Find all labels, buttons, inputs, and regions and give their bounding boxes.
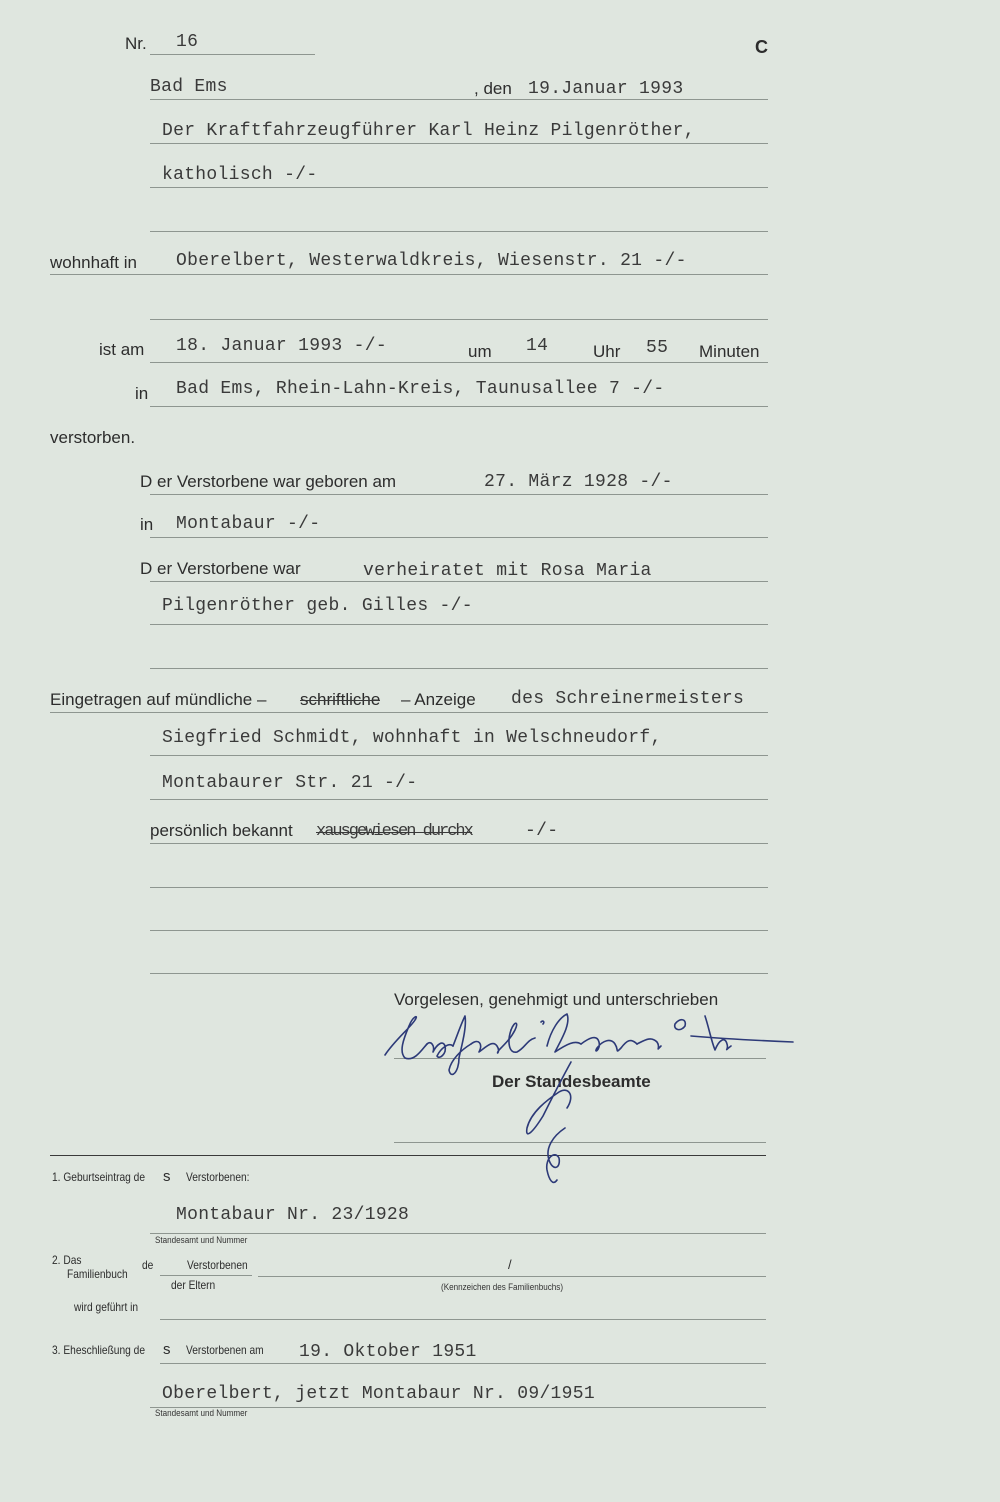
marital-line-2: Pilgenröther geb. Gilles -/- — [162, 596, 473, 616]
date-line — [150, 99, 768, 100]
rule — [150, 973, 768, 974]
note-2-eltern: der Eltern — [171, 1278, 216, 1292]
rule — [150, 1233, 766, 1234]
rule — [150, 231, 768, 232]
known-struck: xausgewiesen durchx — [316, 822, 472, 841]
rule — [150, 668, 768, 669]
birth-place: Montabaur -/- — [176, 514, 321, 534]
marital-label: D er Verstorbene war — [140, 559, 301, 578]
date-prefix: , den — [474, 79, 512, 98]
rule — [160, 1275, 252, 1276]
death-place: Bad Ems, Rhein-Lahn-Kreis, Taunusallee 7 -/- — [176, 379, 665, 399]
note-3-s: s — [163, 1341, 171, 1358]
place-name: Bad Ems — [150, 77, 228, 97]
rule — [150, 930, 768, 931]
rule — [258, 1276, 766, 1277]
nr-value: 16 — [176, 32, 199, 52]
document-date: 19.Januar 1993 — [528, 79, 684, 99]
rule — [160, 1319, 766, 1320]
residence-label: wohnhaft in — [50, 253, 137, 272]
minuten-label: Minuten — [699, 342, 760, 361]
note-1-label: 1. Geburtseintrag de — [52, 1170, 145, 1184]
death-date: 18. Januar 1993 -/- — [176, 336, 387, 356]
note-2-familienbuch: Familienbuch — [67, 1267, 128, 1281]
deceased-line-2: katholisch -/- — [162, 165, 318, 185]
death-place-label: in — [135, 384, 149, 403]
residence-value: Oberelbert, Westerwaldkreis, Wiesenstr. 21 -/- — [176, 251, 687, 271]
note-1-value: Montabaur Nr. 23/1928 — [176, 1205, 410, 1225]
rule — [150, 319, 768, 320]
rule — [150, 799, 768, 800]
rule — [150, 581, 768, 582]
note-2-verstorbenen: Verstorbenen — [187, 1258, 248, 1272]
note-3-label: 3. Eheschließung de — [52, 1343, 145, 1357]
nr-label: Nr. — [125, 34, 147, 53]
known-value: -/- — [525, 821, 559, 841]
note-2-slash: / — [508, 1257, 512, 1272]
register-letter: C — [755, 37, 768, 57]
birth-date: 27. März 1928 -/- — [484, 472, 673, 492]
note-2-caption: (Kennzeichen des Familienbuchs) — [441, 1282, 564, 1292]
note-3-value: Oberelbert, jetzt Montabaur Nr. 09/1951 — [162, 1384, 595, 1404]
death-minutes: 55 — [646, 338, 669, 358]
um-label: um — [468, 342, 492, 361]
deceased-line-1: Der Kraftfahrzeugführer Karl Heinz Pilgenröther, — [162, 121, 695, 141]
note-1-s: s — [163, 1168, 171, 1185]
informant-line-3: Montabaurer Str. 21 -/- — [162, 773, 418, 793]
rule — [150, 143, 768, 144]
rule — [150, 494, 768, 495]
registration-label-struck: schriftliche — [300, 690, 381, 709]
note-3-date: 19. Oktober 1951 — [299, 1342, 477, 1362]
handwritten-signature — [375, 1000, 805, 1200]
birth-label: D er Verstorbene war geboren am — [140, 472, 397, 491]
known-label: persönlich bekannt — [150, 821, 293, 840]
uhr-label: Uhr — [593, 342, 621, 361]
informant-line-2: Siegfried Schmidt, wohnhaft in Welschneudorf, — [162, 728, 662, 748]
note-3-after: Verstorbenen am — [186, 1343, 264, 1357]
note-1-caption: Standesamt und Nummer — [155, 1235, 248, 1245]
nr-line — [150, 54, 315, 55]
death-date-label: ist am — [99, 340, 145, 359]
registrar-signature-line — [394, 1142, 766, 1143]
note-2-number: 2. Das — [52, 1253, 82, 1267]
rule — [50, 274, 768, 275]
read-approved-text: Vorgelesen, genehmigt und unterschrieben — [394, 990, 719, 1009]
registration-label-a: Eingetragen auf mündliche – — [50, 690, 267, 709]
registration-label-b: – Anzeige — [401, 690, 476, 709]
rule — [160, 1363, 766, 1364]
rule — [150, 406, 768, 407]
death-hour: 14 — [526, 336, 549, 356]
verstorben-label: verstorben. — [50, 428, 136, 447]
marital-line-1: verheiratet mit Rosa Maria — [363, 561, 652, 581]
registrar-title: Der Standesbeamte — [492, 1072, 651, 1091]
note-3-caption: Standesamt und Nummer — [155, 1408, 248, 1418]
rule — [150, 187, 768, 188]
section-divider — [50, 1155, 766, 1156]
rule — [150, 537, 768, 538]
note-2-gefuehrt: wird geführt in — [74, 1300, 139, 1314]
birth-place-label: in — [140, 515, 154, 534]
rule — [150, 887, 768, 888]
rule — [150, 755, 768, 756]
informant-line-1: des Schreinermeisters — [511, 689, 745, 709]
rule — [50, 712, 768, 713]
rule — [150, 362, 768, 363]
rule — [150, 624, 768, 625]
rule — [150, 843, 768, 844]
note-1-after: Verstorbenen: — [186, 1170, 250, 1184]
signature-line — [394, 1058, 766, 1059]
note-2-de: de — [142, 1258, 154, 1272]
